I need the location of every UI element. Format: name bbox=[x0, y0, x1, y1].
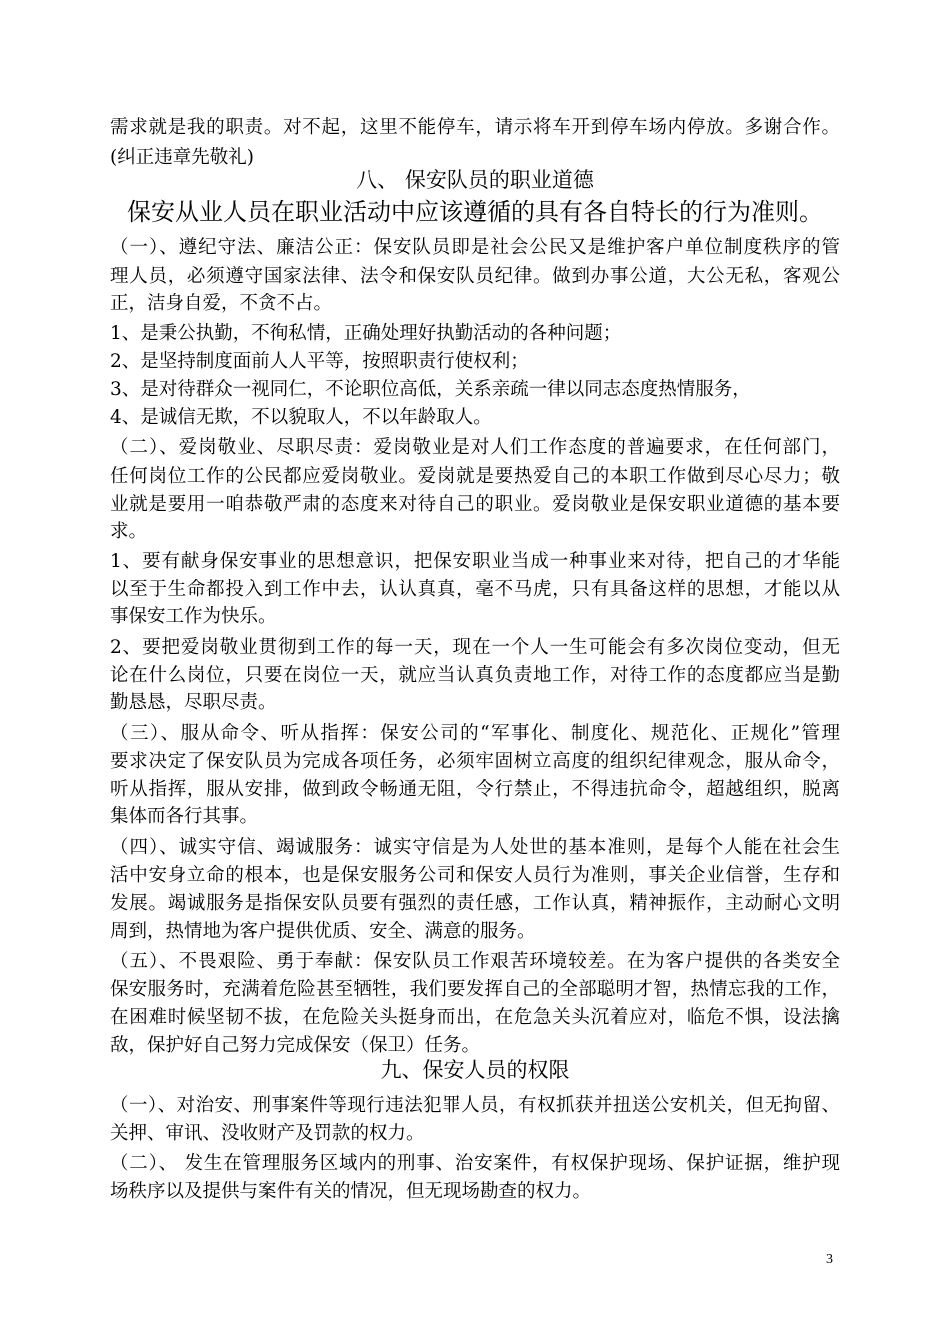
text-line: （二）、爱岗敬业、尽职尽责：爱岗敬业是对人们工作态度的普遍要求，在任何部门， bbox=[110, 437, 840, 458]
text-line: 需求就是我的职责。对不起，这里不能停车，请示将车开到停车场内停放。多谢合作。 bbox=[110, 117, 840, 138]
text-line: 敌，保护好自己努力完成保安（保卫）任务。 bbox=[110, 1035, 481, 1056]
text-line: 求。 bbox=[110, 521, 148, 542]
text-line: 关押、审讯、没收财产及罚款的权力。 bbox=[110, 1123, 425, 1144]
section-subheading: 保安从业人员在职业活动中应该遵循的具有各自特长的行为准则。 bbox=[127, 198, 823, 226]
text-line: 2、是坚持制度面前人人平等，按照职责行使权利； bbox=[110, 351, 529, 372]
page-number: 3 bbox=[826, 1252, 833, 1267]
text-line: 周到，热情地为客户提供优质、安全、满意的服务。 bbox=[110, 921, 536, 942]
text-line: （一）、对治安、刑事案件等现行违法犯罪人员，有权抓获并扭送公安机关，但无拘留、 bbox=[110, 1095, 840, 1116]
text-line: 事保安工作为快乐。 bbox=[110, 606, 277, 627]
text-line: 正，洁身自爱，不贪不占。 bbox=[110, 293, 333, 314]
text-line: 勤恳恳，尽职尽责。 bbox=[110, 692, 277, 713]
text-line: 保安服务时，充满着危险甚至牺牲，我们要发挥自己的全部聪明才智，热情忘我的工作， bbox=[110, 979, 840, 1000]
section-heading: 九、保安人员的权限 bbox=[380, 1058, 570, 1082]
text-line: （一）、遵纪守法、廉洁公正：保安队员即是社会公民又是维护客户单位制度秩序的管 bbox=[110, 237, 840, 258]
text-line: 1、是秉公执勤，不徇私情，正确处理好执勤活动的各种问题； bbox=[110, 323, 622, 344]
text-line: 听从指挥，服从安排，做到政令畅通无阻，令行禁止，不得违抗命令，超越组织，脱离 bbox=[110, 779, 840, 800]
text-line: 3、是对待群众一视同仁，不论职位高低，关系亲疏一律以同志态度热情服务， bbox=[110, 379, 751, 400]
text-line: 任何岗位工作的公民都应爱岗敬业。爱岗就是要热爱自己的本职工作做到尽心尽力；敬 bbox=[110, 466, 840, 487]
text-line: （二）、 发生在管理服务区域内的刑事、治安案件，有权保护现场、保护证据，维护现 bbox=[110, 1153, 840, 1174]
text-line: 2、要把爱岗敬业贯彻到工作的每一天，现在一个人一生可能会有多次岗位变动，但无 bbox=[110, 637, 840, 658]
text-line: 1、要有献身保安事业的思想意识，把保安职业当成一种事业来对待，把自己的才华能 bbox=[110, 551, 840, 572]
text-line: （五）、不畏艰险、勇于奉献：保安队员工作艰苦环境较差。在为客户提供的各类安全 bbox=[110, 951, 840, 972]
text-line: 业就是要用一咱恭敬严肃的态度来对待自己的职业。爱岗敬业是保安职业道德的基本要 bbox=[110, 494, 840, 515]
text-line: 集体而各行其事。 bbox=[110, 806, 259, 827]
text-line: （四）、诚实守信、竭诚服务：诚实守信是为人处世的基本准则，是每个人能在社会生 bbox=[110, 837, 840, 858]
section-heading: 八、 保安队员的职业道德 bbox=[356, 168, 594, 192]
text-line: 在困难时候坚韧不拔，在危险关头挺身而出，在危急关头沉着应对，临危不惧，设法擒 bbox=[110, 1007, 840, 1028]
text-line: 发展。竭诚服务是指保安队员要有强烈的责任感，工作认真，精神振作，主动耐心文明 bbox=[110, 893, 840, 914]
text-line: 理人员，必须遵守国家法律、法令和保安队员纪律。做到办事公道，大公无私，客观公 bbox=[110, 266, 840, 287]
text-line: 以至于生命都投入到工作中去，认认真真，毫不马虎，只有具备这样的思想，才能以从 bbox=[110, 579, 840, 600]
text-line: 场秩序以及提供与案件有关的情况，但无现场勘查的权力。 bbox=[110, 1181, 592, 1202]
text-line: 要求决定了保安队员为完成各项任务，必须牢固树立高度的组织纪律观念，服从命令， bbox=[110, 751, 840, 772]
text-line: （三）、服从命令、听从指挥：保安公司的“军事化、制度化、规范化、正规化”管理 bbox=[110, 723, 840, 744]
text-line: (纠正违章先敬礼) bbox=[110, 147, 254, 168]
text-line: 4、是诚信无欺，不以貌取人，不以年龄取人。 bbox=[110, 407, 492, 428]
text-line: 论在什么岗位，只要在岗位一天，就应当认真负责地工作，对待工作的态度都应当是勤 bbox=[110, 665, 840, 686]
text-line: 活中安身立命的根本，也是保安服务公司和保安人员行为准则，事关企业信誉，生存和 bbox=[110, 865, 840, 886]
